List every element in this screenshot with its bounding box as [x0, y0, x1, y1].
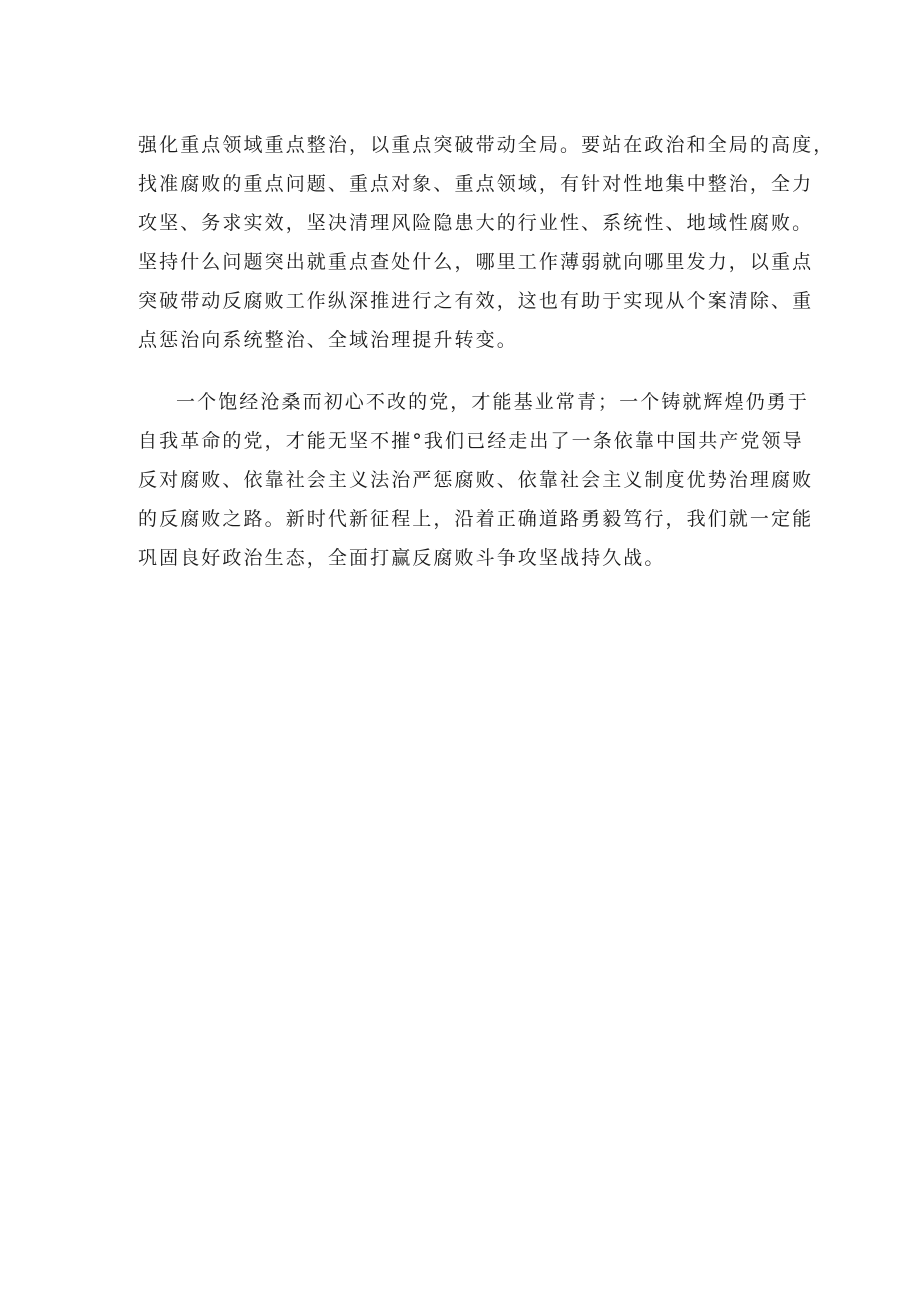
paragraph-2-line: 一个饱经沧桑而初心不改的党，才能基业常青；一个铸就辉煌仍勇于 [176, 391, 810, 413]
paragraph-1-line: 坚持什么问题突出就重点查处什么，哪里工作薄弱就向哪里发力，以重点 [138, 251, 814, 273]
paragraph-1-line: 点惩治向系统整治、全域治理提升转变。 [138, 329, 518, 351]
paragraph-1-line: 攻坚、务求实效，坚决清理风险隐患大的行业性、系统性、地域性腐败。 [138, 212, 814, 234]
paragraph-2-line: 的反腐败之路。新时代新征程上，沿着正确道路勇毅笃行，我们就一定能 [138, 508, 814, 530]
paragraph-1 [138, 126, 835, 360]
paragraph-2-line: 自我革命的党，才能无坚不摧°我们已经走出了一条依靠中国共产党领导 [138, 430, 804, 452]
paragraph-2 [138, 383, 814, 578]
paragraph-1-line: 找准腐败的重点问题、重点对象、重点领域，有针对性地集中整治，全力 [138, 173, 814, 195]
paragraph-2-line: 巩固良好政治生态，全面打赢反腐败斗争攻坚战持久战。 [138, 547, 666, 569]
paragraph-1-line: 强化重点领域重点整治，以重点突破带动全局。要站在政治和全局的高度， [138, 134, 835, 156]
paragraph-2-line: 反对腐败、依靠社会主义法治严惩腐败、依靠社会主义制度优势治理腐败 [138, 469, 814, 491]
document-body [138, 126, 835, 578]
paragraph-1-line: 突破带动反腐败工作纵深推进行之有效，这也有助于实现从个案清除、重 [138, 290, 814, 312]
